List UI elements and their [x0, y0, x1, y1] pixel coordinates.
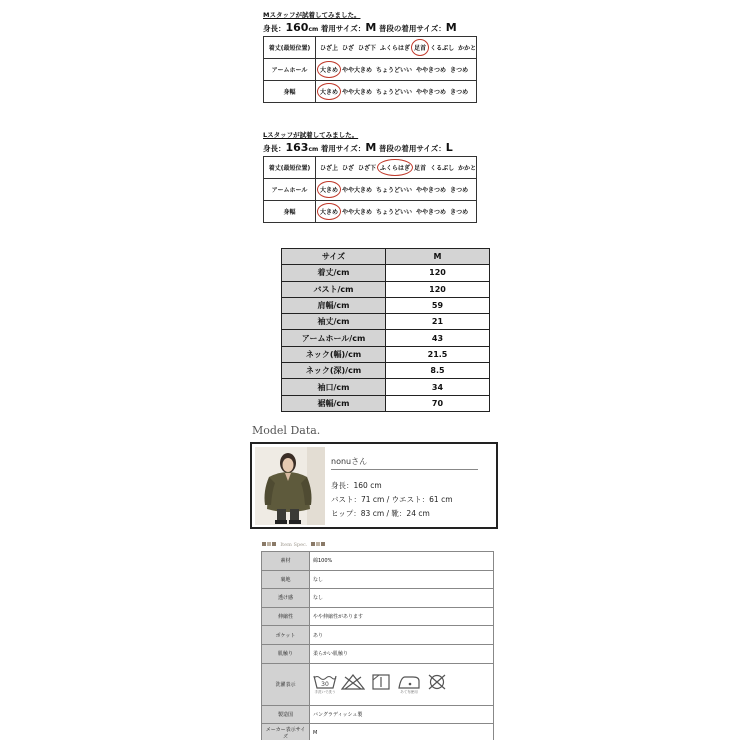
model-photo	[255, 447, 325, 525]
size-value: 70	[386, 395, 490, 411]
item-spec-title: Item Spec.	[280, 542, 308, 548]
size-header-key: サイズ	[282, 249, 386, 265]
spec-value: なし	[310, 589, 494, 608]
table-row	[262, 626, 494, 645]
spec-key: 裏地	[262, 570, 310, 589]
table-row	[282, 314, 490, 330]
fit-option: ひざ	[342, 45, 355, 52]
height-label: 身長：	[263, 144, 286, 153]
fit-option: ややきつめ	[416, 209, 447, 216]
m-staff-sizes	[263, 20, 477, 36]
size-value: 21	[386, 314, 490, 330]
table-row	[282, 297, 490, 313]
wash-caption: あて布使用	[400, 689, 418, 694]
fit-row-label: 着丈(最短位置)	[264, 157, 316, 179]
fit-row	[264, 157, 477, 179]
spec-value: やや伸縮性があります	[310, 607, 494, 626]
table-row	[262, 705, 494, 724]
table-row	[262, 644, 494, 663]
m-staff-heading: Mスタッフが試着してみました。	[263, 11, 361, 19]
iron-low-graphic	[397, 674, 421, 690]
spec-value: 綿100%	[310, 552, 494, 571]
wash-caption: 手洗いで洗う	[314, 689, 336, 694]
fit-option-selected: 大きめ	[320, 89, 339, 96]
fit-option: ひざ下	[358, 165, 377, 172]
fit-option: きつめ	[450, 187, 469, 194]
wash-symbols	[310, 663, 494, 705]
fit-option: ちょうどいい	[376, 89, 413, 96]
size-key: 裾幅/cm	[282, 395, 386, 411]
fit-option: ひざ上	[320, 45, 339, 52]
fit-option-selected: 大きめ	[320, 187, 339, 194]
fit-option: ちょうどいい	[376, 67, 413, 74]
fit-row-label: アームホール	[264, 179, 316, 201]
fit-option: ややきつめ	[416, 67, 447, 74]
l-staff-heading: Lスタッフが試着してみました。	[263, 131, 359, 139]
spec-key: 製造国	[262, 705, 310, 724]
model-name: nonuさん	[331, 457, 368, 466]
spec-value: なし	[310, 570, 494, 589]
fit-option: 足首	[414, 165, 427, 172]
size-value: 120	[386, 265, 490, 281]
deco-square	[262, 542, 266, 546]
wash-tub-30-icon	[313, 674, 337, 695]
deco-square	[321, 542, 325, 546]
l-staff-fitting	[263, 130, 477, 223]
table-row	[282, 265, 490, 281]
size-value: 21.5	[386, 346, 490, 362]
table-row	[262, 570, 494, 589]
table-row	[282, 395, 490, 411]
wash-tub-30-graphic	[313, 674, 337, 690]
fit-option: ややきつめ	[416, 89, 447, 96]
usual-size-label: 普段の着用サイズ：	[378, 144, 446, 153]
table-row-wash	[262, 663, 494, 705]
size-key: ネック(深)/cm	[282, 363, 386, 379]
usual-size-value: L	[445, 141, 453, 154]
worn-size-value: M	[365, 141, 377, 154]
fit-row	[264, 201, 477, 223]
no-dry-clean-graphic	[425, 674, 449, 690]
iron-low-icon	[397, 674, 421, 695]
spec-key: 洗濯表示	[262, 663, 310, 705]
fit-option: ちょうどいい	[376, 209, 413, 216]
size-table	[281, 248, 490, 412]
spec-value: あり	[310, 626, 494, 645]
spec-value: バングラディッシュ製	[310, 705, 494, 724]
table-row	[282, 281, 490, 297]
fit-row	[264, 179, 477, 201]
fit-option: ややきつめ	[416, 187, 447, 194]
fit-row-label: 身幅	[264, 81, 316, 103]
fit-option: かかと	[458, 45, 477, 52]
table-row	[262, 552, 494, 571]
fit-row-options	[316, 157, 477, 179]
fit-option: くるぶし	[430, 45, 455, 52]
height-label: 身長：	[263, 24, 286, 33]
model-bust-waist: バスト：71 cm / ウエスト：61 cm	[331, 495, 453, 504]
l-staff-fit-table	[263, 156, 477, 223]
fit-row-label: 着丈(最短位置)	[264, 37, 316, 59]
spec-key: メーカー表示サイズ	[262, 724, 310, 740]
fit-option-selected: 大きめ	[320, 67, 339, 74]
fit-option: ちょうどいい	[376, 187, 413, 194]
worn-size-label: 着用サイズ：	[320, 24, 366, 33]
worn-size-label: 着用サイズ：	[320, 144, 366, 153]
spec-value: 柔らかい肌触り	[310, 644, 494, 663]
fit-row-options	[316, 201, 477, 223]
fit-option: ひざ下	[358, 45, 377, 52]
line-dry-icon	[369, 674, 393, 695]
m-staff-fitting	[263, 10, 477, 103]
model-data-heading	[252, 423, 498, 439]
fit-row-label: 身幅	[264, 201, 316, 223]
fit-option: やや大きめ	[342, 89, 373, 96]
fit-row-options	[316, 37, 477, 59]
fit-option: きつめ	[450, 67, 469, 74]
usual-size-label: 普段の着用サイズ：	[378, 24, 446, 33]
fit-row-options	[316, 59, 477, 81]
deco-square	[267, 542, 271, 546]
size-key: 袖口/cm	[282, 379, 386, 395]
model-hip-shoe: ヒップ：83 cm / 靴：24 cm	[331, 509, 430, 518]
no-dry-clean-icon	[425, 674, 449, 695]
size-key: アームホール/cm	[282, 330, 386, 346]
table-row	[282, 346, 490, 362]
size-key: ネック(幅)/cm	[282, 346, 386, 362]
table-row	[262, 607, 494, 626]
deco-square	[311, 542, 315, 546]
wash-icon-list	[313, 674, 490, 695]
fit-option: やや大きめ	[342, 187, 373, 194]
fit-option: ふくらはぎ	[380, 45, 411, 52]
size-key: 着丈/cm	[282, 265, 386, 281]
table-row	[262, 724, 494, 740]
size-value: 43	[386, 330, 490, 346]
spec-key: 肌触り	[262, 644, 310, 663]
fit-row	[264, 81, 477, 103]
model-height: 身長：160 cm	[331, 481, 382, 490]
no-bleach-icon	[341, 674, 365, 695]
fit-row	[264, 37, 477, 59]
wash-caption	[369, 690, 393, 695]
fit-option: やや大きめ	[342, 67, 373, 74]
model-photo-illustration	[255, 447, 325, 525]
model-data-box	[250, 442, 498, 529]
spec-key: ポケット	[262, 626, 310, 645]
fit-option-selected: 足首	[414, 45, 427, 52]
wash-temp: 30	[321, 680, 329, 688]
spec-value: M	[310, 724, 494, 740]
spec-key: 透け感	[262, 589, 310, 608]
fit-row-options	[316, 81, 477, 103]
divider	[331, 469, 478, 470]
l-staff-sizes	[263, 140, 477, 156]
m-staff-fit-table	[263, 36, 477, 103]
height-unit: cm	[308, 26, 319, 33]
no-bleach-graphic	[341, 674, 365, 690]
height-unit: cm	[308, 146, 319, 153]
wash-caption	[341, 690, 365, 695]
fit-option: かかと	[458, 165, 477, 172]
item-spec-heading	[262, 542, 326, 548]
height-value: 163	[285, 141, 309, 154]
fit-option: くるぶし	[430, 165, 455, 172]
size-header-value: M	[386, 249, 490, 265]
size-key: 袖丈/cm	[282, 314, 386, 330]
usual-size-value: M	[445, 21, 457, 34]
size-value: 8.5	[386, 363, 490, 379]
fit-row	[264, 59, 477, 81]
fit-option: きつめ	[450, 209, 469, 216]
fit-row-label: アームホール	[264, 59, 316, 81]
height-value: 160	[285, 21, 309, 34]
fit-option: ひざ	[342, 165, 355, 172]
wash-caption	[425, 690, 449, 695]
fit-option-selected: 大きめ	[320, 209, 339, 216]
size-value: 59	[386, 297, 490, 313]
deco-square	[316, 542, 320, 546]
table-row	[282, 330, 490, 346]
fit-option: きつめ	[450, 89, 469, 96]
model-data-title: Model Data.	[252, 424, 321, 437]
size-value: 120	[386, 281, 490, 297]
line-dry-graphic	[369, 674, 393, 690]
table-row	[282, 379, 490, 395]
table-row	[262, 589, 494, 608]
fit-option: ひざ上	[320, 165, 339, 172]
fit-option: やや大きめ	[342, 209, 373, 216]
size-value: 34	[386, 379, 490, 395]
spec-key: 伸縮性	[262, 607, 310, 626]
size-key: バスト/cm	[282, 281, 386, 297]
fit-option-selected: ふくらはぎ	[380, 165, 411, 172]
worn-size-value: M	[365, 21, 377, 34]
table-row	[282, 363, 490, 379]
size-key: 肩幅/cm	[282, 297, 386, 313]
spec-key: 素材	[262, 552, 310, 571]
item-spec-table	[261, 551, 494, 740]
fit-row-options	[316, 179, 477, 201]
deco-square	[272, 542, 276, 546]
size-table-header	[282, 249, 490, 265]
